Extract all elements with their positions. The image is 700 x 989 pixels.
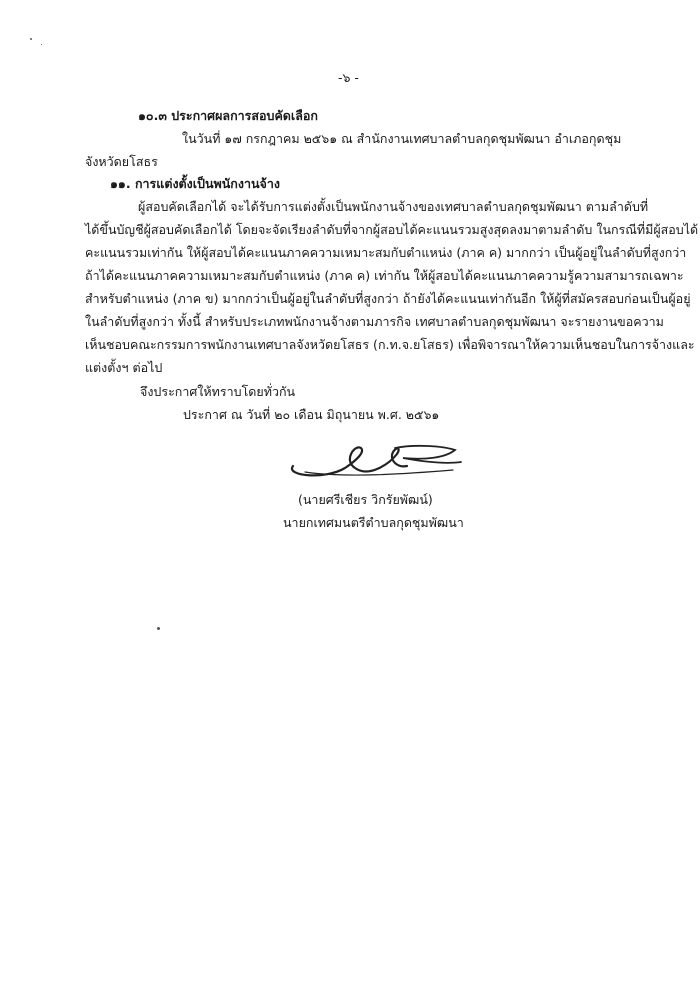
- scan-speck: [157, 627, 160, 630]
- section-10-3-heading: ๑๐.๓ ประกาศผลการสอบคัดเลือก: [138, 108, 318, 123]
- signatory-name: (นายศรีเชียร วิกรัยพัฒน์): [298, 492, 433, 507]
- signatory-title: นายกเทศมนตรีตำบลกุดชุมพัฒนา: [283, 515, 464, 530]
- section-11-line-4: ถ้าได้คะแนนภาคความเหมาะสมกับตำแหน่ง (ภาค ค) เท่ากัน ให้ผู้สอบได้คะแนนภาคความรู้ความสามารถเฉพาะ: [85, 268, 684, 283]
- section-11-line-7: เห็นชอบคณะกรรมการพนักงานเทศบาลจังหวัดยโสธร (ก.ท.จ.ยโสธร) เพื่อพิจารณาให้ความเห็นชอบในการจ้างและ: [85, 337, 695, 352]
- section-10-3-line-1: ในวันที่ ๑๗ กรกฎาคม ๒๕๖๑ ณ สำนักงานเทศบาลตำบลกุดชุมพัฒนา อำเภอกุดชุม: [182, 131, 622, 146]
- page-number: -๖ -: [338, 70, 359, 85]
- section-11-line-1: ผู้สอบคัดเลือกได้ จะได้รับการแต่งตั้งเป็นพนักงานจ้างของเทศบาลตำบลกุดชุมพัฒนา ตามลำดับที่: [138, 199, 649, 214]
- section-11-line-8: แต่งตั้งฯ ต่อไป: [85, 360, 163, 375]
- scan-speck: [41, 44, 42, 45]
- section-11-heading: ๑๑. การแต่งตั้งเป็นพนักงานจ้าง: [110, 176, 280, 191]
- section-11-line-2: ได้ขึ้นบัญชีผู้สอบคัดเลือกได้ โดยจะจัดเรียงลำดับที่จากผู้สอบได้คะแนนรวมสูงสุดลงมาตามลำดับ ในกรณีที่มีผู้สอบได้: [85, 222, 699, 237]
- section-11-line-3: คะแนนรวมเท่ากัน ให้ผู้สอบได้คะแนนภาคความเหมาะสมกับตำแหน่ง (ภาค ค) มากกว่า เป็นผู้อยู่ในลำดับที่สูงกว่า: [85, 245, 687, 260]
- date-line: ประกาศ ณ วันที่ ๒๐ เดือน มิถุนายน พ.ศ. ๒๕๖๑: [183, 407, 440, 422]
- section-11-line-6: ในลำดับที่สูงกว่า ทั้งนี้ สำหรับประเภทพนักงานจ้างตามภารกิจ เทศบาลตำบลกุดชุมพัฒนา จะรายงานขอความ: [85, 314, 664, 329]
- scan-speck: [30, 38, 32, 40]
- signature-image: [285, 438, 465, 488]
- section-10-3-line-2: จังหวัดยโสธร: [85, 154, 158, 169]
- announcement-line: จึงประกาศให้ทราบโดยทั่วกัน: [140, 384, 296, 399]
- section-11-line-5: สำหรับตำแหน่ง (ภาค ข) มากกว่าเป็นผู้อยู่ในลำดับที่สูงกว่า ถ้ายังได้คะแนนเท่ากันอีก ให้ผู้ที่สมัครสอบก่อนเป็นผู้อยู่: [85, 291, 691, 306]
